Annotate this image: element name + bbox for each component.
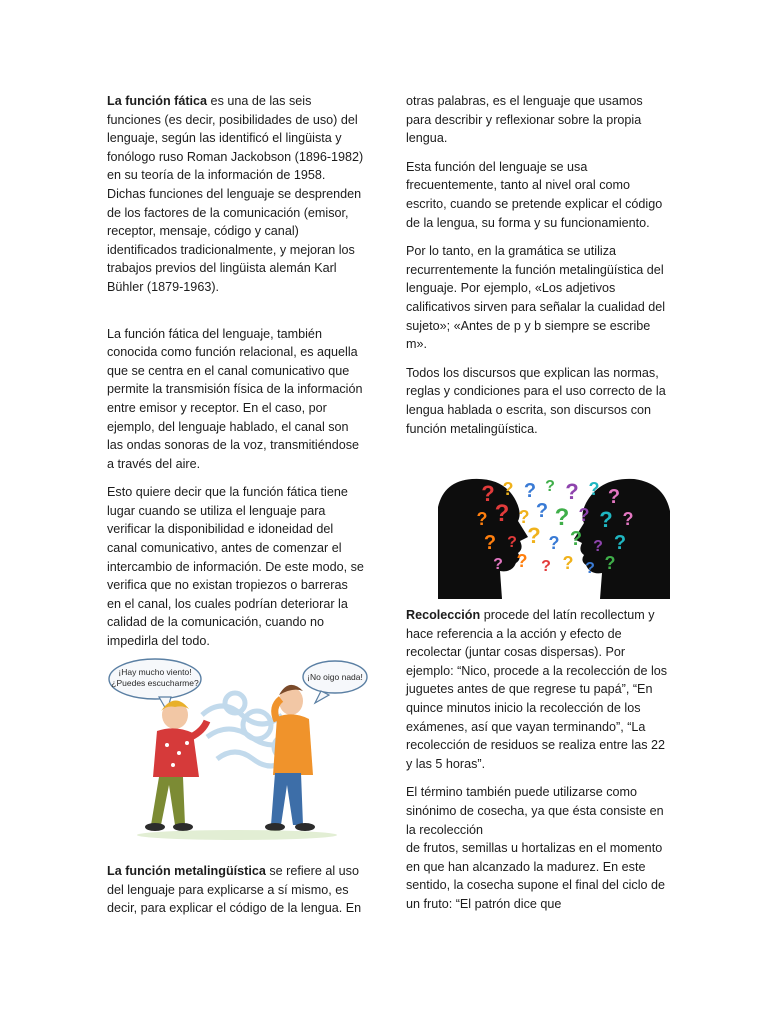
- question-mark-icon: ?: [585, 560, 595, 577]
- child-left-figure: [145, 700, 207, 831]
- question-mark-icon: ?: [545, 478, 555, 495]
- question-mark-icon: ?: [507, 534, 517, 551]
- question-mark-icon: ?: [569, 528, 583, 550]
- speech-bubble-left: [109, 659, 201, 711]
- right-column: [406, 92, 668, 438]
- question-mark-icon: ?: [599, 507, 613, 532]
- question-mark-icon: ?: [535, 500, 549, 522]
- question-mark-icon: ?: [483, 532, 497, 554]
- question-mark-icon: ?: [565, 479, 579, 504]
- illustration-children-wind: [107, 655, 369, 845]
- question-mark-icon: ?: [494, 500, 510, 527]
- bubble-right-text: ¡No oigo nada!: [307, 672, 363, 682]
- question-mark-icon: ?: [622, 509, 634, 529]
- paragraph-phatic-intro: La función fática es una de las seis funciones (es decir, posibilidades de uso) del lenguaje, según las identificó el lingüista y fonólogo ruso Roman Jackobson (1896-1982) en su teoría de la información de 1958.: [107, 94, 364, 183]
- question-mark-icon: ?: [481, 481, 495, 506]
- question-mark-icon: ?: [613, 532, 627, 554]
- paragraph-cosecha-cont: de frutos, semillas u hortalizas en el momento en que han alcanzado la madurez. En este sentido, la cosecha supone el final del ciclo de un fruto: “El patrón dice que: [406, 841, 666, 911]
- question-mark-icon: ?: [523, 480, 537, 502]
- term-recoleccion: Recolección: [406, 608, 481, 622]
- child-right-figure: [265, 685, 315, 831]
- question-mark-icon: ?: [502, 479, 514, 499]
- paragraph-phatic-factors: Dichas funciones del lenguaje se desprenden de los factores de la comunicación (emisor, receptor, mensaje, código y canal) identificados tradicionalmente, y mejoran los trabajos previos del lingüista alemán Karl Bühler (1879-1963).: [107, 186, 362, 294]
- question-mark-icon: ?: [527, 523, 541, 548]
- paragraph-metalinguistic-use: Esta función del lenguaje se usa frecuentemente, tanto al nivel oral como escrito, cuando se pretende explicar el código de la lengua, su forma y su funcionamiento.: [406, 159, 663, 230]
- paragraph-recoleccion: Recolección procede del latín recollectum y hace referencia a la acción y efecto de recolectar (juntar cosas dispersas). Por ejemplo: “Nico, procede a la recolección de los juguetes antes de que regrese tu papá”, “En quince minutos inicio la recolección de los exámenes, así que vayan terminando”, “La recolección de residuos se realiza entre las 22 y las 5 horas”.: [406, 608, 668, 771]
- paragraph-metalinguistic-discourse: Todos los discursos que explican las normas, reglas y condiciones para el uso correcto de la lengua hablada o escrita, son discursos con función metalingüística.: [406, 365, 666, 436]
- paragraph-metalinguistic-grammar: Por lo tanto, en la gramática se utiliza recurrentemente la función metalingüística del lenguaje. Por ejemplo, «Los adjetivos calificativos sirven para señalar la cualidad del sujeto»; «Antes de p y b siempre se escribe m».: [406, 244, 666, 352]
- left-column: [107, 92, 365, 651]
- question-mark-icon: ?: [541, 558, 551, 575]
- question-mark-icon: ?: [588, 479, 600, 499]
- paragraph-metalinguistic-intro: La función metalingüística se refiere al uso del lenguaje para explicarse a sí mismo, es decir, para explicar el código de la lengua. En: [107, 864, 362, 916]
- term-metalinguistic-function: La función metalingüística: [107, 864, 266, 878]
- question-mark-icon: ?: [516, 551, 528, 571]
- question-mark-icon: ?: [607, 486, 621, 508]
- left-column-bottom: [107, 862, 365, 918]
- question-mark-icon: ?: [493, 556, 503, 573]
- bubble-left-line1: ¡Hay mucho viento!: [118, 667, 192, 677]
- term-phatic-function: La función fática: [107, 94, 208, 108]
- question-mark-icon: ?: [593, 538, 603, 555]
- paragraph-metalinguistic-cont: otras palabras, es el lenguaje que usamos para describir y reflexionar sobre la propia lengua.: [406, 94, 643, 146]
- question-mark-icon: ?: [518, 507, 530, 527]
- paragraph-cosecha: El término también puede utilizarse como sinónimo de cosecha, ya que ésta consiste en la recolección: [406, 785, 664, 837]
- question-mark-icon: ?: [578, 505, 590, 525]
- question-mark-icon: ?: [562, 553, 574, 573]
- bubble-left-line2: ¿Puedes escucharme?: [111, 678, 199, 688]
- paragraph-phatic-channel: La función fática del lenguaje, también conocida como función relacional, es aquella que se centra en el canal comunicativo que permite la transmisión física de la información entre emisor y receptor. En el caso, por ejemplo, del lenguaje hablado, el canal son las ondas sonoras de la voz, transmitiéndose a través del aire.: [107, 326, 363, 471]
- paragraph-phatic-verification: Esto quiere decir que la función fática tiene lugar cuando se utiliza el lenguaje para verificar la disponibilidad e idoneidad del canal comunicativo, antes de comenzar el intercambio de información. De este modo, se verifica que no existan tropiezos o barreras en el canal, los cuales podrían deteriorar la calidad de la comunicación, cuando no impedirla del todo.: [107, 485, 364, 649]
- speech-bubble-right: [303, 661, 367, 703]
- question-mark-icon: ?: [548, 533, 560, 553]
- illustration-heads-questions: [438, 477, 670, 599]
- right-column-bottom: [406, 606, 668, 914]
- question-mark-icon: ?: [554, 504, 570, 531]
- question-mark-icon: ?: [476, 509, 488, 529]
- question-mark-icon: ?: [604, 553, 616, 573]
